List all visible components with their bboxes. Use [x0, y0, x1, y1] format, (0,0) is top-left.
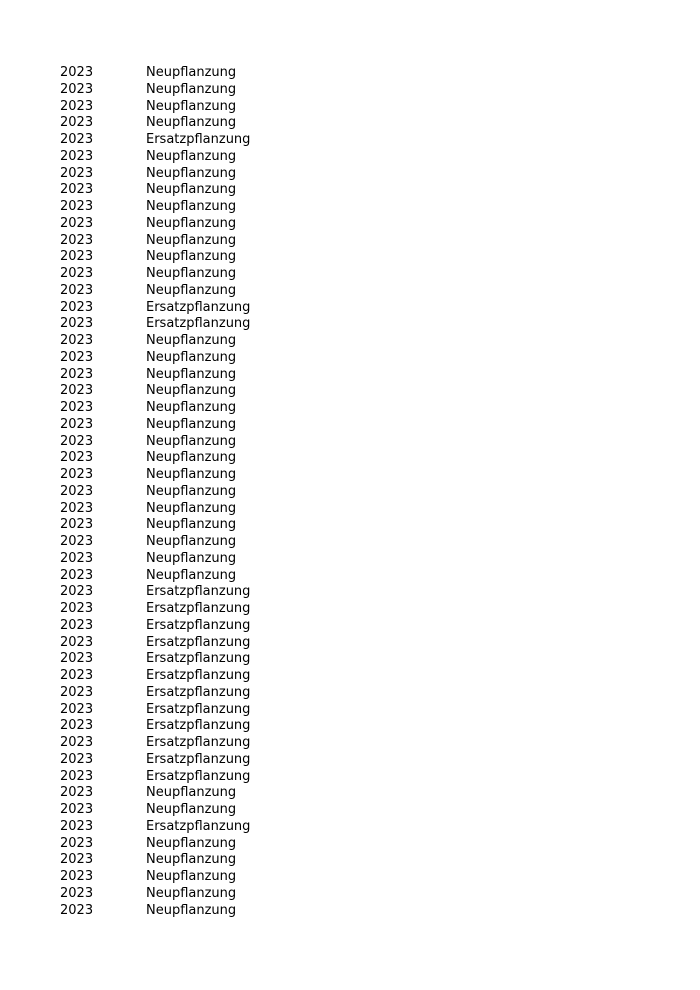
- table-row: [60, 836, 346, 853]
- year-cell: 2023: [60, 182, 94, 198]
- table-row: [60, 65, 346, 82]
- year-cell: 2023: [60, 735, 94, 750]
- table-row: [60, 467, 346, 484]
- table-row: [60, 400, 346, 417]
- planting-table: [60, 65, 346, 919]
- table-row: [60, 785, 346, 802]
- table-row: [60, 668, 346, 685]
- planting-type-cell: Ersatzpflanzung: [146, 316, 251, 332]
- year-cell: 2023: [60, 433, 94, 449]
- planting-type-cell: Ersatzpflanzung: [146, 684, 251, 700]
- table-row: [60, 149, 346, 166]
- planting-type-cell: Neupflanzung: [146, 567, 237, 583]
- year-cell: 2023: [60, 567, 94, 583]
- year-cell: 2023: [60, 299, 94, 315]
- year-cell: 2023: [60, 132, 94, 147]
- table-row: [60, 316, 346, 333]
- table-row: [60, 584, 346, 601]
- planting-type-cell: Ersatzpflanzung: [146, 584, 251, 600]
- planting-type-cell: Neupflanzung: [146, 534, 237, 549]
- year-cell: 2023: [60, 785, 94, 801]
- year-cell: 2023: [60, 651, 94, 667]
- planting-type-cell: Neupflanzung: [146, 467, 237, 482]
- table-row: [60, 702, 346, 719]
- planting-type-cell: Neupflanzung: [146, 215, 237, 231]
- planting-type-cell: Neupflanzung: [146, 366, 237, 382]
- table-row: [60, 367, 346, 384]
- table-row: [60, 869, 346, 886]
- year-cell: 2023: [60, 349, 94, 365]
- table-row: [60, 568, 346, 585]
- planting-type-cell: Neupflanzung: [146, 65, 237, 80]
- year-cell: 2023: [60, 684, 94, 700]
- planting-type-cell: Neupflanzung: [146, 165, 237, 181]
- year-cell: 2023: [60, 81, 94, 97]
- table-row: [60, 233, 346, 250]
- planting-type-cell: Ersatzpflanzung: [146, 818, 251, 834]
- year-cell: 2023: [60, 550, 94, 566]
- table-row: [60, 517, 346, 534]
- planting-type-cell: Neupflanzung: [146, 282, 237, 298]
- planting-type-cell: Neupflanzung: [146, 550, 237, 566]
- table-row: [60, 601, 346, 618]
- planting-type-cell: Ersatzpflanzung: [146, 701, 251, 717]
- year-cell: 2023: [60, 902, 94, 918]
- planting-type-cell: Neupflanzung: [146, 249, 237, 265]
- table-row: [60, 501, 346, 518]
- planting-type-cell: Neupflanzung: [146, 835, 237, 851]
- year-cell: 2023: [60, 634, 94, 650]
- planting-type-cell: Ersatzpflanzung: [146, 132, 251, 147]
- year-cell: 2023: [60, 751, 94, 767]
- table-row: [60, 417, 346, 434]
- year-cell: 2023: [60, 98, 94, 114]
- year-cell: 2023: [60, 835, 94, 851]
- planting-type-cell: Ersatzpflanzung: [146, 299, 251, 315]
- year-cell: 2023: [60, 885, 94, 901]
- planting-type-cell: Ersatzpflanzung: [146, 651, 251, 667]
- year-cell: 2023: [60, 316, 94, 332]
- table-row: [60, 852, 346, 869]
- table-row: [60, 333, 346, 350]
- planting-type-cell: Neupflanzung: [146, 483, 237, 499]
- year-cell: 2023: [60, 215, 94, 231]
- table-row: [60, 651, 346, 668]
- planting-type-cell: Neupflanzung: [146, 885, 237, 901]
- planting-type-cell: Neupflanzung: [146, 416, 237, 432]
- planting-type-cell: Neupflanzung: [146, 383, 237, 399]
- year-cell: 2023: [60, 416, 94, 432]
- planting-type-cell: Neupflanzung: [146, 148, 237, 164]
- table-row: [60, 82, 346, 99]
- planting-type-cell: Neupflanzung: [146, 869, 237, 884]
- table-row: [60, 769, 346, 786]
- planting-type-cell: Neupflanzung: [146, 785, 237, 801]
- year-cell: 2023: [60, 333, 94, 348]
- planting-type-cell: Neupflanzung: [146, 98, 237, 114]
- table-row: [60, 182, 346, 199]
- table-row: [60, 802, 346, 819]
- planting-type-cell: Neupflanzung: [146, 852, 237, 868]
- planting-type-cell: Neupflanzung: [146, 333, 237, 348]
- table-row: [60, 199, 346, 216]
- planting-type-cell: Neupflanzung: [146, 182, 237, 198]
- table-row: [60, 216, 346, 233]
- planting-type-cell: Ersatzpflanzung: [146, 601, 251, 616]
- table-row: [60, 685, 346, 702]
- table-row: [60, 484, 346, 501]
- table-row: [60, 300, 346, 317]
- planting-type-cell: Neupflanzung: [146, 199, 237, 214]
- table-row: [60, 635, 346, 652]
- planting-type-cell: Ersatzpflanzung: [146, 751, 251, 767]
- table-row: [60, 718, 346, 735]
- table-row: [60, 383, 346, 400]
- year-cell: 2023: [60, 768, 94, 784]
- year-cell: 2023: [60, 65, 94, 80]
- table-row: [60, 283, 346, 300]
- table-row: [60, 450, 346, 467]
- year-cell: 2023: [60, 802, 94, 817]
- year-cell: 2023: [60, 852, 94, 868]
- year-cell: 2023: [60, 517, 94, 533]
- year-cell: 2023: [60, 366, 94, 382]
- year-cell: 2023: [60, 718, 94, 734]
- table-row: [60, 115, 346, 132]
- planting-type-cell: Neupflanzung: [146, 81, 237, 97]
- year-cell: 2023: [60, 701, 94, 717]
- year-cell: 2023: [60, 383, 94, 399]
- year-cell: 2023: [60, 467, 94, 482]
- planting-type-cell: Ersatzpflanzung: [146, 617, 251, 633]
- table-row: [60, 132, 346, 149]
- year-cell: 2023: [60, 617, 94, 633]
- planting-type-cell: Neupflanzung: [146, 115, 237, 131]
- year-cell: 2023: [60, 601, 94, 616]
- table-row: [60, 99, 346, 116]
- table-row: [60, 618, 346, 635]
- planting-type-cell: Ersatzpflanzung: [146, 768, 251, 784]
- table-row: [60, 534, 346, 551]
- year-cell: 2023: [60, 266, 94, 281]
- planting-type-cell: Neupflanzung: [146, 802, 237, 817]
- year-cell: 2023: [60, 232, 94, 248]
- table-row: [60, 551, 346, 568]
- table-row: [60, 903, 346, 920]
- planting-type-cell: Neupflanzung: [146, 232, 237, 248]
- year-cell: 2023: [60, 483, 94, 499]
- table-row: [60, 735, 346, 752]
- table-row: [60, 752, 346, 769]
- year-cell: 2023: [60, 450, 94, 466]
- planting-type-cell: Ersatzpflanzung: [146, 634, 251, 650]
- planting-type-cell: Ersatzpflanzung: [146, 718, 251, 734]
- year-cell: 2023: [60, 148, 94, 164]
- year-cell: 2023: [60, 584, 94, 600]
- planting-type-cell: Neupflanzung: [146, 902, 237, 918]
- planting-type-cell: Neupflanzung: [146, 349, 237, 365]
- year-cell: 2023: [60, 818, 94, 834]
- planting-type-cell: Neupflanzung: [146, 500, 237, 516]
- table-row: [60, 819, 346, 836]
- planting-type-cell: Neupflanzung: [146, 433, 237, 449]
- planting-type-cell: Ersatzpflanzung: [146, 668, 251, 683]
- table-row: [60, 350, 346, 367]
- year-cell: 2023: [60, 115, 94, 131]
- year-cell: 2023: [60, 400, 94, 415]
- year-cell: 2023: [60, 500, 94, 516]
- planting-type-cell: Neupflanzung: [146, 450, 237, 466]
- year-cell: 2023: [60, 165, 94, 181]
- year-cell: 2023: [60, 249, 94, 265]
- year-cell: 2023: [60, 668, 94, 683]
- year-cell: 2023: [60, 534, 94, 549]
- planting-type-cell: Ersatzpflanzung: [146, 735, 251, 750]
- planting-type-cell: Neupflanzung: [146, 400, 237, 415]
- table-row: [60, 249, 346, 266]
- table-row: [60, 266, 346, 283]
- table-row: [60, 886, 346, 903]
- planting-type-cell: Neupflanzung: [146, 266, 237, 281]
- year-cell: 2023: [60, 199, 94, 214]
- planting-type-cell: Neupflanzung: [146, 517, 237, 533]
- year-cell: 2023: [60, 282, 94, 298]
- year-cell: 2023: [60, 869, 94, 884]
- table-row: [60, 166, 346, 183]
- table-row: [60, 434, 346, 451]
